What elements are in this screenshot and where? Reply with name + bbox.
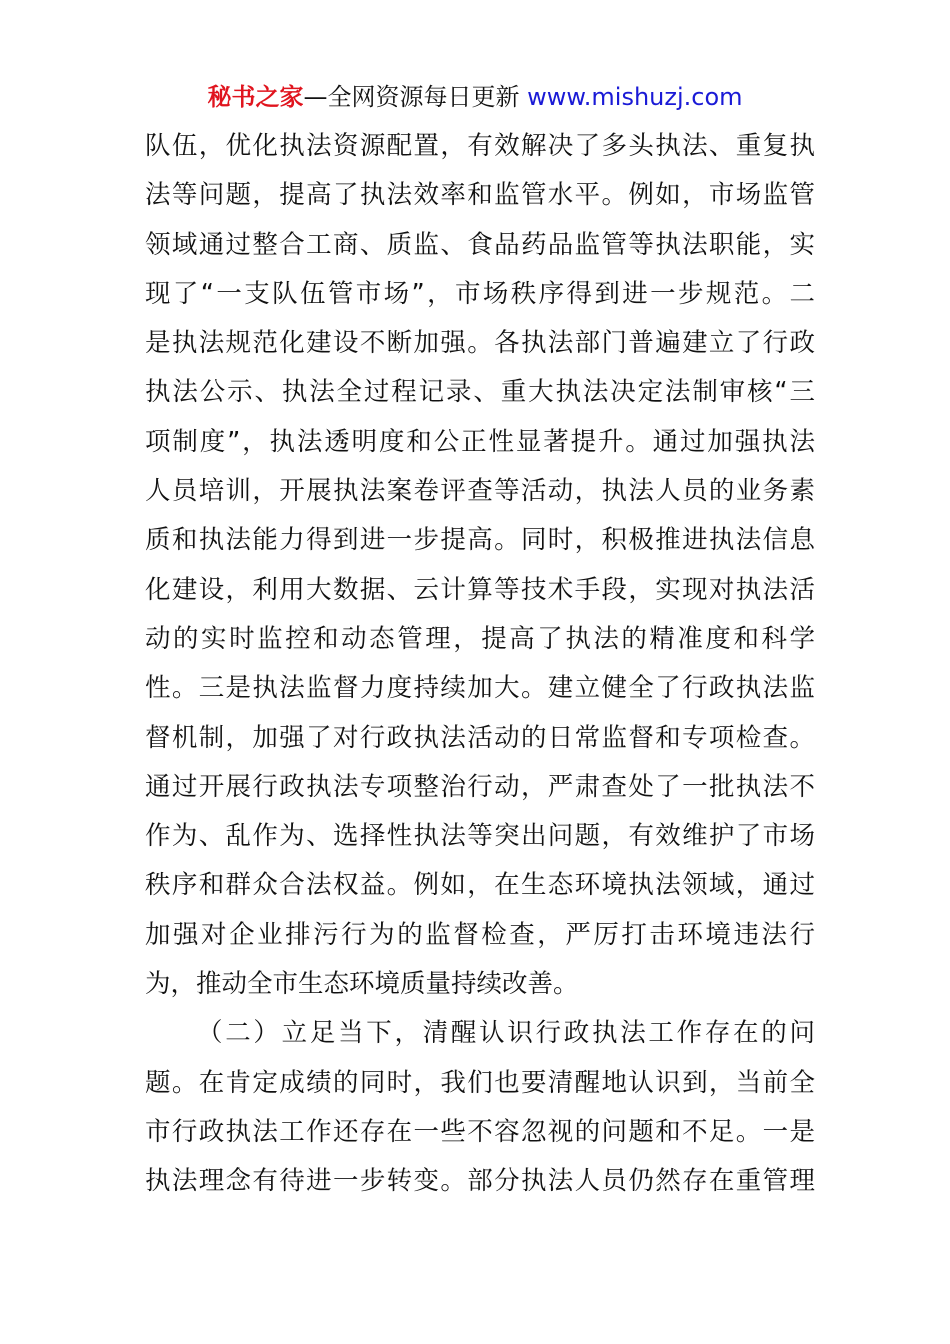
text-line: 项制度”，执法透明度和公正性显著提升。通过加强执法 bbox=[145, 426, 815, 457]
text-line: 性。三是执法监督力度持续加大。建立健全了行政执法监 bbox=[145, 673, 815, 704]
text-line: 秩序和群众合法权益。例如，在生态环境执法领域，通过 bbox=[145, 870, 815, 901]
text-line: 法等问题，提高了执法效率和监管水平。例如，市场监管 bbox=[145, 180, 815, 211]
section-heading-line: （二）立足当下，清醒认识行政执法工作存在的问 bbox=[197, 1018, 815, 1049]
site-header bbox=[0, 80, 950, 114]
text-line: 人员培训，开展执法案卷评查等活动，执法人员的业务素 bbox=[145, 476, 815, 507]
text-line: 通过开展行政执法专项整治行动，严肃查处了一批执法不 bbox=[145, 771, 815, 802]
text-line: 作为、乱作为、选择性执法等突出问题，有效维护了市场 bbox=[145, 821, 815, 852]
text-line: 加强对企业排污行为的监督检查，严厉打击环境违法行 bbox=[145, 919, 815, 950]
text-line: 领域通过整合工商、质监、食品药品监管等执法职能，实 bbox=[145, 229, 815, 260]
text-line: 执法理念有待进一步转变。部分执法人员仍然存在重管理 bbox=[145, 1166, 815, 1197]
text-line: 动的实时监控和动态管理，提高了执法的精准度和科学 bbox=[145, 623, 815, 654]
text-line: 市行政执法工作还存在一些不容忽视的问题和不足。一是 bbox=[145, 1116, 815, 1147]
text-line: 质和执法能力得到进一步提高。同时，积极推进执法信息 bbox=[145, 525, 815, 556]
text-line: 题。在肯定成绩的同时，我们也要清醒地认识到，当前全 bbox=[145, 1067, 815, 1098]
text-line: 化建设，利用大数据、云计算等技术手段，实现对执法活 bbox=[145, 574, 815, 605]
site-tagline: —全网资源每日更新 bbox=[303, 83, 528, 111]
text-line: 是执法规范化建设不断加强。各执法部门普遍建立了行政 bbox=[145, 328, 815, 359]
site-brand: 秘书之家 bbox=[207, 83, 304, 111]
text-line: 现了“一支队伍管市场”，市场秩序得到进一步规范。二 bbox=[145, 278, 815, 309]
site-url-link[interactable]: www.mishuzj.com bbox=[527, 83, 743, 111]
text-line: 执法公示、执法全过程记录、重大执法决定法制审核“三 bbox=[145, 377, 815, 408]
text-line: 队伍，优化执法资源配置，有效解决了多头执法、重复执 bbox=[145, 131, 815, 161]
document-body bbox=[145, 122, 815, 1207]
paragraph-end-line: 为，推动全市生态环境质量持续改善。 bbox=[145, 969, 579, 1000]
text-line: 督机制，加强了对行政执法活动的日常监督和专项检查。 bbox=[145, 722, 815, 753]
